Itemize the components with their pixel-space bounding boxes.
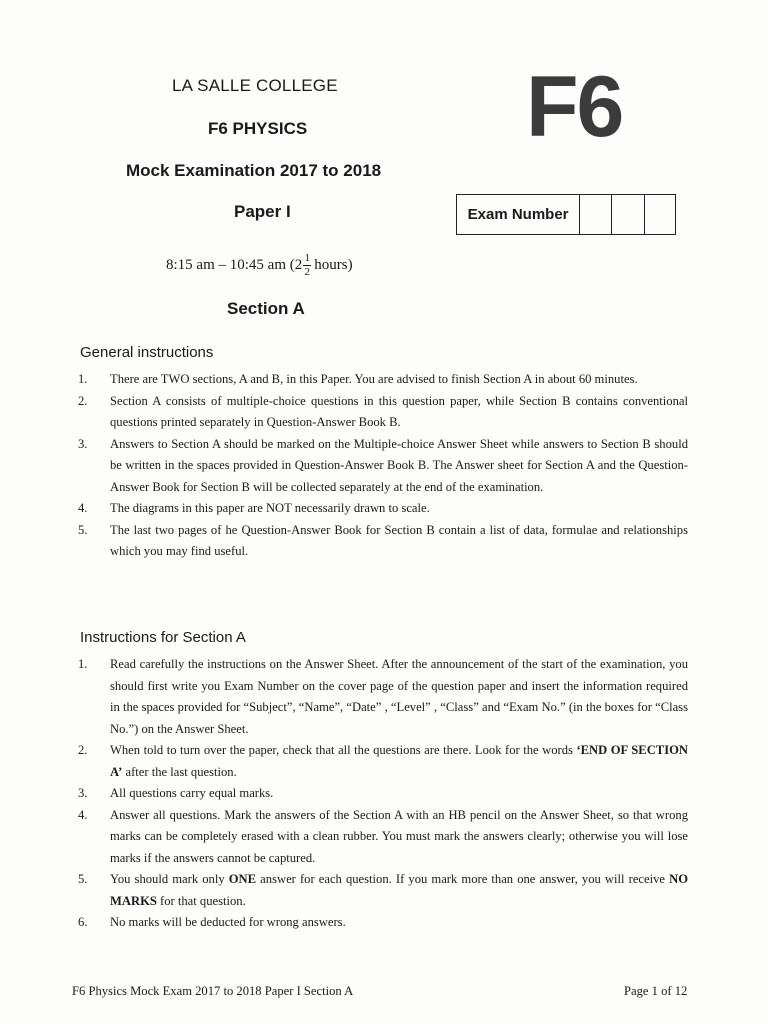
- instruction-item: [78, 783, 688, 805]
- section-a-instructions-list: [78, 654, 688, 934]
- instruction-number: 2.: [78, 743, 88, 757]
- instruction-text: The diagrams in this paper are NOT necessarily drawn to scale.: [110, 501, 430, 515]
- subject-title: F6 PHYSICS: [208, 119, 308, 138]
- instruction-text: You should mark only ONE answer for each question. If you mark more than one answer, you will receive NO MARKS for that question.: [110, 872, 689, 908]
- instruction-text: When told to turn over the paper, check that all the questions are there. Look for the words ‘END OF SECTION A’ after the last question.: [110, 743, 688, 779]
- emphasis-text: NO MARKS: [110, 872, 689, 908]
- instruction-item: [78, 869, 688, 912]
- time-fraction-denominator: 2: [304, 266, 310, 278]
- section-title: Section A: [227, 299, 305, 318]
- exam-number-label: Exam Number: [457, 195, 580, 234]
- emphasis-text: ONE: [228, 872, 257, 886]
- instruction-number: 2.: [78, 393, 88, 408]
- instruction-text: The last two pages of he Question-Answer Book for Section B contain a list of data, formulae and relationships which you may find useful.: [110, 522, 688, 558]
- instruction-number: 1.: [78, 372, 88, 386]
- instruction-text: No marks will be deducted for wrong answers.: [110, 915, 346, 929]
- instruction-item: [78, 740, 688, 783]
- instruction-number: 3.: [78, 786, 88, 800]
- instruction-text: Read carefully the instructions on the Answer Sheet. After the announcement of the start of the examination, you should first write you Exam Number on the cover page of the question paper and insert the information required in the spaces provided for “Subject”, “Name”, “Date” , “Level” , “Class” and “Exam No.” (in the boxes for “Class No.”) on the Answer Sheet.: [110, 657, 688, 736]
- instruction-text: Section A consists of multiple-choice questions in this question paper, while Section B contains conventional questions printed separately in Question-Answer Book B.: [110, 393, 688, 429]
- footer-title: F6 Physics Mock Exam 2017 to 2018 Paper I Section A: [72, 984, 354, 998]
- time-fraction: [303, 253, 311, 278]
- instruction-text: Answers to Section A should be marked on the Multiple-choice Answer Sheet while answers to Section B should be written in the spaces provided in Question-Answer Book B. The Answer sheet for Section A and the Question-Answer Book for Section B will be collected separately at the end of the examination.: [110, 436, 688, 494]
- exam-time: [166, 253, 353, 278]
- instruction-number: 5.: [78, 522, 88, 537]
- instruction-item: [78, 520, 688, 563]
- exam-number-cell[interactable]: [645, 195, 675, 234]
- instruction-number: 4.: [78, 501, 88, 515]
- general-instructions-heading: General instructions: [80, 344, 214, 361]
- emphasis-text: ‘END OF SECTION A’: [110, 743, 688, 779]
- exam-number-cell[interactable]: [612, 195, 644, 234]
- exam-title: Mock Examination 2017 to 2018: [126, 161, 382, 180]
- instruction-item: [78, 434, 688, 499]
- grade-badge: F6: [526, 59, 623, 155]
- instruction-text: There are TWO sections, A and B, in this Paper. You are advised to finish Section A in about 60 minutes.: [110, 372, 638, 386]
- instruction-item: [78, 391, 688, 434]
- instruction-number: 6.: [78, 915, 88, 929]
- time-fraction-numerator: 1: [304, 252, 310, 264]
- instruction-item: [78, 498, 688, 520]
- footer-page-number: Page 1 of 12: [624, 984, 688, 998]
- instruction-text: Answer all questions. Mark the answers of the Section A with an HB pencil on the Answer Sheet, so that wrong marks can be completely erased with a clean rubber. You must mark the answers clearly; otherwise you will lose marks if the answers cannot be captured.: [110, 807, 688, 865]
- instruction-item: [78, 654, 688, 740]
- instruction-item: [78, 912, 688, 934]
- school-name: LA SALLE COLLEGE: [172, 76, 338, 95]
- instruction-item: [78, 805, 688, 870]
- general-instructions-list: [78, 369, 688, 563]
- instruction-number: 5.: [78, 872, 88, 886]
- exam-time-prefix: 8:15 am – 10:45 am (2: [166, 257, 303, 273]
- exam-number-cell[interactable]: [580, 195, 612, 234]
- exam-number-box: [456, 194, 676, 235]
- instruction-number: 1.: [78, 657, 88, 671]
- instruction-text: All questions carry equal marks.: [110, 786, 274, 800]
- instruction-number: 3.: [78, 436, 88, 451]
- exam-time-suffix: hours): [314, 257, 353, 273]
- section-a-instructions-heading: Instructions for Section A: [80, 629, 246, 646]
- paper-title: Paper I: [234, 202, 291, 221]
- instruction-item: [78, 369, 688, 391]
- instruction-number: 4.: [78, 807, 88, 822]
